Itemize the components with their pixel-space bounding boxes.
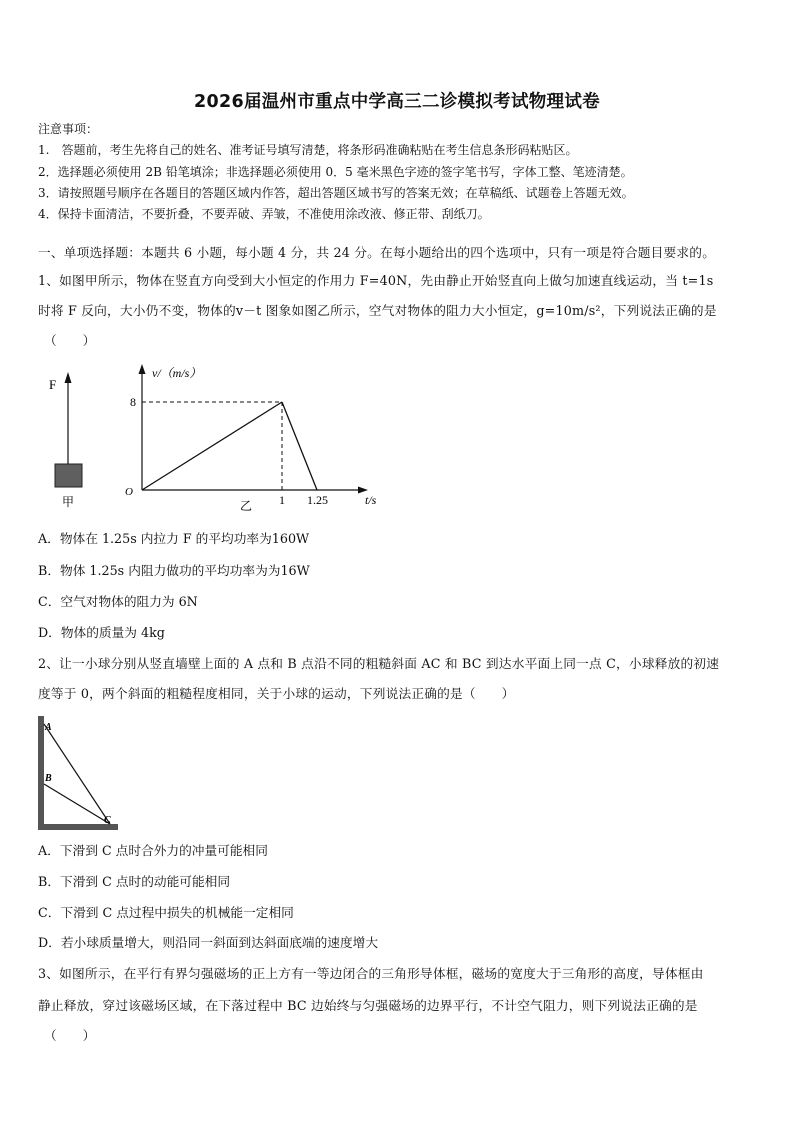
block <box>55 464 82 487</box>
q2-option-d: D．若小球质量增大，则沿同一斜面到达斜面底端的速度增大 <box>38 935 379 950</box>
q1-answer-bracket: （ ） <box>44 333 96 348</box>
vt-chart <box>120 362 390 517</box>
q1-option-c: C．空气对物体的阻力为 6N <box>38 594 198 609</box>
q3-stem-line-1: 3、如图所示，在平行有界匀强磁场的正上方有一等边闭合的三角形导体框，磁场的宽度大于三角形的高度，导体框由 <box>38 966 704 981</box>
q3-answer-bracket: （ ） <box>44 1028 96 1043</box>
force-label: F <box>49 377 57 392</box>
q1-stem-line-2: 时将 F 反向，大小仍不变，物体的v－t 图象如图乙所示，空气对物体的阻力大小恒定，g=10m/s²，下列说法正确的是 <box>38 303 717 318</box>
notice-heading: 注意事项： <box>38 122 99 136</box>
notice-item-4: 4．保持卡面清洁，不要折叠，不要弄破、弄皱，不准使用涂改液、修正带、刮纸刀。 <box>38 207 490 221</box>
exam-title: 2026届温州市重点中学高三二诊模拟考试物理试卷 <box>194 92 600 112</box>
q1-figure-a <box>40 362 100 512</box>
point-c-label: C <box>104 815 111 826</box>
series-segment-decelerate <box>282 402 317 490</box>
q2-option-b: B．下滑到 C 点时的动能可能相同 <box>38 874 231 889</box>
x-axis-label: t/s <box>365 493 377 507</box>
section-heading: 一、单项选择题：本题共 6 小题，每小题 4 分，共 24 分。在每小题给出的四个选项中，只有一项是符合题目要求的。 <box>38 245 716 260</box>
slope-bc <box>44 784 110 824</box>
q3-stem-line-2: 静止释放，穿过该磁场区域，在下落过程中 BC 边始终与匀强磁场的边界平行，不计空气阻力，则下列说法正确的是 <box>38 998 698 1013</box>
y-tick-8: 8 <box>130 395 136 409</box>
figure-b-caption: 乙 <box>240 499 253 513</box>
q2-option-c: C．下滑到 C 点过程中损失的机械能一定相同 <box>38 905 294 920</box>
notice-item-2: 2．选择题必须使用 2B 铅笔填涂；非选择题必须使用 0．5 毫米黑色字迹的签字笔书写，字体工整、笔迹清楚。 <box>38 165 633 179</box>
x-tick-1: 1 <box>279 493 285 507</box>
q2-stem-line-1: 2、让一小球分别从竖直墙壁上面的 A 点和 B 点沿不同的粗糙斜面 AC 和 BC 到达水平面上同一点 C，小球释放的初速 <box>38 656 720 671</box>
y-axis-arrow <box>139 364 146 374</box>
y-axis-label: v/（m/s） <box>152 366 202 380</box>
x-tick-1-25: 1.25 <box>307 493 328 507</box>
q2-figure <box>38 716 128 834</box>
slope-ac <box>44 724 110 824</box>
notice-item-1: 1. 答题前，考生先将自己的姓名、准考证号填写清楚，将条形码准确粘贴在考生信息条形码粘贴区。 <box>38 143 578 157</box>
force-arrow-head <box>65 372 72 383</box>
q1-option-b: B．物体 1.25s 内阻力做功的平均功率为为16W <box>38 563 310 578</box>
origin-label: O <box>125 486 133 498</box>
wall <box>38 716 44 830</box>
q1-option-a: A．物体在 1.25s 内拉力 F 的平均功率为160W <box>38 531 310 546</box>
q2-option-a: A．下滑到 C 点时合外力的冲量可能相同 <box>38 843 268 858</box>
series-segment-accelerate <box>142 402 282 490</box>
point-a-label: A <box>45 722 52 733</box>
q1-figure-b <box>120 362 390 517</box>
q1-option-d: D．物体的质量为 4kg <box>38 625 165 640</box>
notice-item-3: 3．请按照题号顺序在各题目的答题区域内作答，超出答题区域书写的答案无效；在草稿纸、试题卷上答题无效。 <box>38 186 634 200</box>
q1-stem-line-1: 1、如图甲所示，物体在竖直方向受到大小恒定的作用力 F=40N，先由静止开始竖直向上做匀加速直线运动，当 t=1s <box>38 273 714 288</box>
q2-stem-line-2: 度等于 0，两个斜面的粗糙程度相同，关于小球的运动，下列说法正确的是（ ） <box>38 686 515 701</box>
point-b-label: B <box>45 773 52 784</box>
figure-a-caption: 甲 <box>62 495 75 509</box>
